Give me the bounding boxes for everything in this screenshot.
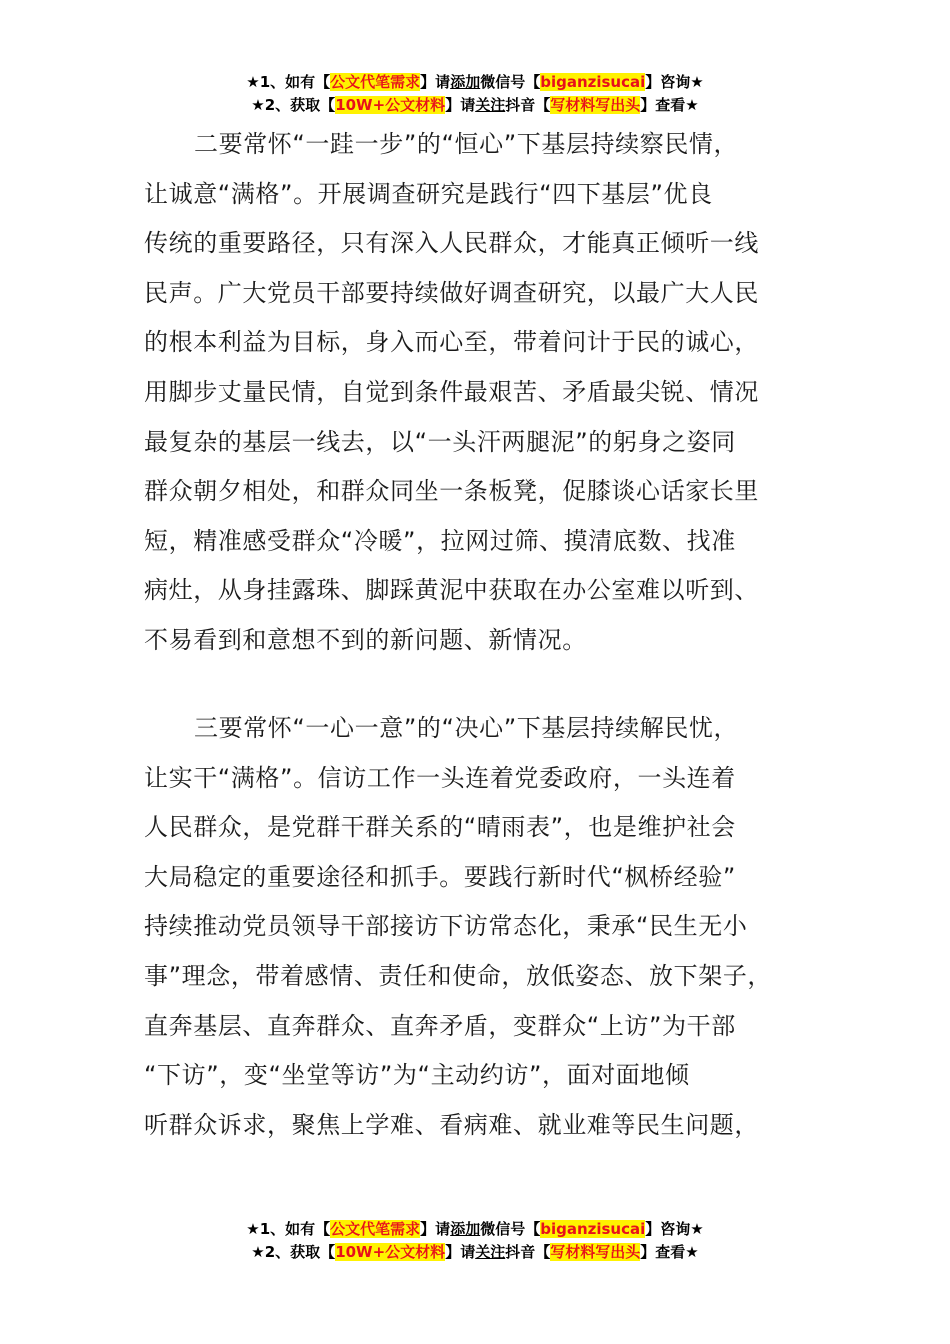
text-line: 持续推动党员领导干部接访下访常态化，秉承“民生无小: [144, 912, 748, 941]
paragraph-1: [144, 120, 809, 666]
text-line: 的根本利益为目标，身入而心至，带着问计于民的诚心，: [144, 328, 759, 357]
text-line: 三要常怀“一心一意”的“决心”下基层持续解民忧，: [194, 714, 739, 742]
text-line: “下访”，变“坐堂等访”为“主动约访”，面对面地倾: [144, 1061, 690, 1090]
banner-line-1: ★1、如有【公文代笔需求】请添加微信号【biganzisucai】咨询★: [246, 73, 704, 91]
text-line: 让诚意“满格”。开展调查研究是践行“四下基层”优良: [144, 179, 713, 208]
text-line: 听群众诉求，聚焦上学难、看病难、就业难等民生问题，: [144, 1110, 759, 1139]
paragraph-2: [144, 704, 809, 1150]
highlight-text: 10W+公文材料: [335, 1243, 446, 1261]
text-line: 民声。广大党员干部要持续做好调查研究，以最广大人民: [144, 278, 759, 307]
text-line: 最复杂的基层一线去，以“一头汗两腿泥”的躬身之姿同: [144, 427, 736, 456]
text-line: 二要常怀“一跬一步”的“恒心”下基层持续察民情，: [194, 130, 739, 158]
header-banner: [0, 71, 950, 117]
douyin-account: 写材料写出头: [550, 96, 641, 114]
banner-line-1: ★1、如有【公文代笔需求】请添加微信号【biganzisucai】咨询★: [246, 1220, 704, 1238]
wechat-id: biganzisucai: [540, 1220, 646, 1238]
highlight-text: 公文代笔需求: [330, 73, 421, 91]
text-line: 短，精准感受群众“冷暖”，拉网过筛、摸清底数、找准: [144, 526, 736, 555]
banner-line-2: ★2、获取【10W+公文材料】请关注抖音【写材料写出头】查看★: [251, 96, 699, 114]
text-line: 用脚步丈量民情，自觉到条件最艰苦、矛盾最尖锐、情况: [144, 377, 759, 406]
highlight-text: 10W+公文材料: [335, 96, 446, 114]
footer-banner: [0, 1218, 950, 1264]
text-line: 直奔基层、直奔群众、直奔矛盾，变群众“上访”为干部: [144, 1011, 736, 1040]
douyin-account: 写材料写出头: [550, 1243, 641, 1261]
banner-line-2: ★2、获取【10W+公文材料】请关注抖音【写材料写出头】查看★: [251, 1243, 699, 1261]
text-line: 传统的重要路径，只有深入人民群众，才能真正倾听一线: [144, 229, 759, 258]
text-line: 群众朝夕相处，和群众同坐一条板凳，促膝谈心话家长里: [144, 477, 759, 506]
text-line: 事”理念，带着感情、责任和使命，放低姿态、放下架子，: [144, 961, 773, 990]
text-line: 人民群众，是党群干群关系的“晴雨表”，也是维护社会: [144, 813, 736, 842]
text-line: 让实干“满格”。信访工作一头连着党委政府，一头连着: [144, 763, 736, 792]
text-line: 大局稳定的重要途径和抓手。要践行新时代“枫桥经验”: [144, 862, 736, 891]
text-line: 不易看到和意想不到的新问题、新情况。: [144, 625, 587, 654]
wechat-id: biganzisucai: [540, 73, 646, 91]
text-line: 病灶，从身挂露珠、脚踩黄泥中获取在办公室难以听到、: [144, 576, 759, 605]
highlight-text: 公文代笔需求: [330, 1220, 421, 1238]
